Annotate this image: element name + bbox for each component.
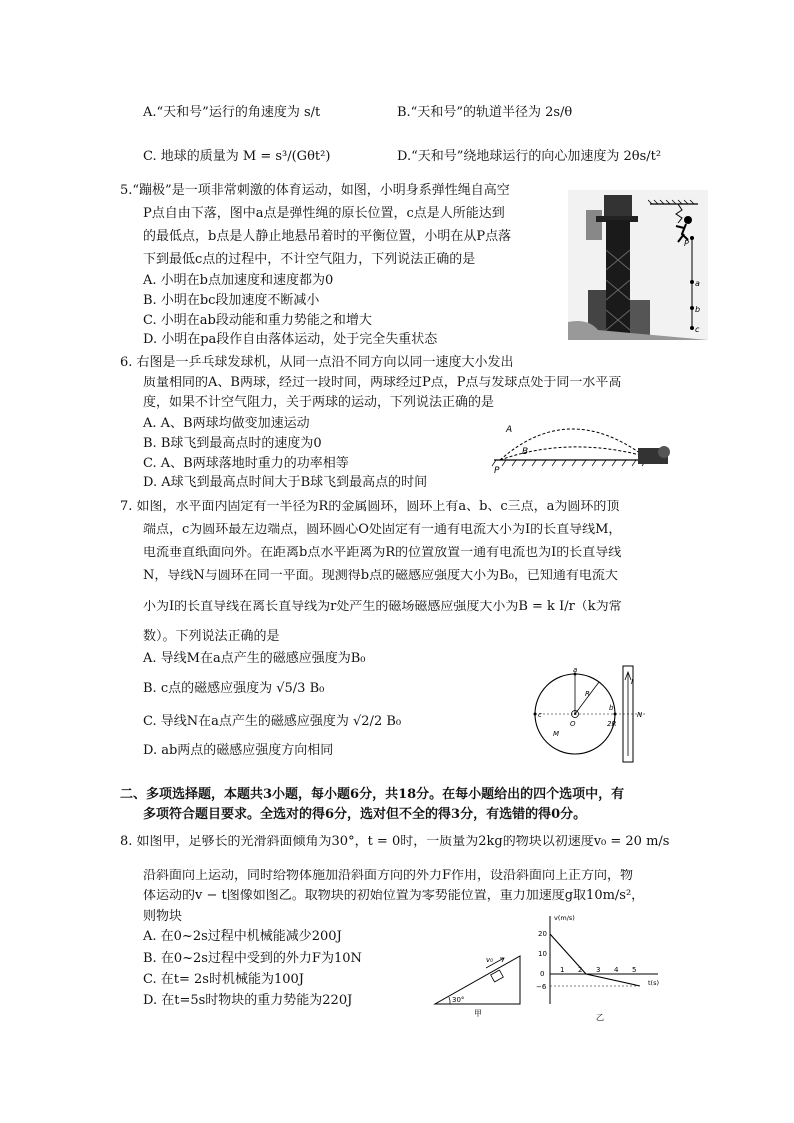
q5-bungee-diagram <box>648 198 718 338</box>
q7-label-n: N <box>637 711 643 719</box>
q5-stem-line-3: 的最低点，b点是人静止地悬吊着时的平衡位置，小明在从P点落 <box>143 229 512 244</box>
q5-stem-line-1: 5.“蹦极”是一项非常刺激的体育运动，如图，小明身系弹性绳自高空 <box>120 183 510 198</box>
q4-option-c: C. 地球的质量为 M = s³/(Gθt²) <box>143 149 331 164</box>
q6-option-d: D. A球飞到最高点时间大于B球飞到最高点的时间 <box>143 475 428 490</box>
chart-ylabel: v(m/s) <box>554 914 575 922</box>
q5-label-c: c <box>695 325 700 334</box>
q8-caption-yi: 乙 <box>596 1013 604 1022</box>
chart-series-line <box>550 934 640 986</box>
chart-xtick-1: 1 <box>560 966 565 974</box>
chart-xlabel: t(s) <box>648 979 660 987</box>
q7-label-2r: 2R <box>607 720 617 728</box>
q6-label-p: P <box>494 466 500 476</box>
q8-option-d: D. 在t=5s时物块的重力势能为220J <box>143 993 353 1008</box>
q7-option-a: A. 导线M在a点产生的磁感应强度为B₀ <box>143 651 366 666</box>
section2-heading-line-2: 多项符合题目要求。全选对的得6分，选对但不全的得3分，有选错的得0分。 <box>143 807 587 822</box>
q8-stem-line-1: 8. 如图甲，足够长的光滑斜面倾角为30°，t = 0时，一质量为2kg的物块以初速度v₀ = 20 m/s <box>120 835 670 848</box>
q6-stem-line-3: 度，如果不计空气阻力，关于两球的运动，下列说法正确的是 <box>143 395 495 410</box>
q7-label-i: I <box>631 678 634 686</box>
q8-option-a: A. 在0~2s过程中机械能减少200J <box>143 929 342 944</box>
chart-ytick-20: 20 <box>538 930 547 938</box>
q6-option-c: C. A、B两球落地时重力的功率相等 <box>143 456 349 471</box>
q4-option-a: A.“天和号”运行的角速度为 s/t <box>143 105 321 120</box>
q5-label-p: P <box>684 239 689 248</box>
q7-stem-line-2: 端点，c为圆环最左边端点，圆环圆心O处固定有一通有电流大小为I的长直导线M， <box>143 523 622 536</box>
q8-option-c: C. 在t= 2s时机械能为100J <box>143 972 304 987</box>
q8-vt-chart <box>530 912 680 1022</box>
chart-ytick-neg6: −6 <box>536 983 547 991</box>
q5-label-a: a <box>695 279 700 288</box>
chart-xtick-3: 3 <box>596 966 601 974</box>
q5-stem-line-2: P点自由下落，图中a点是弹性绳的原长位置，c点是人所能达到 <box>143 206 505 221</box>
q7-label-o: O <box>570 720 576 728</box>
q6-option-a: A. A、B两球均做变加速运动 <box>143 416 310 431</box>
q7-stem-line-1: 7. 如图，水平面内固定有一半径为R的金属圆环，圆环上有a、b、c三点，a为圆环的顶 <box>120 500 620 513</box>
q8-stem-line-4: 则物块 <box>143 909 183 924</box>
q4-option-d: D.“天和号”绕地球运行的向心加速度为 2θs/t² <box>397 149 662 164</box>
q5-option-d: D. 小明在pa段作自由落体运动，处于完全失重状态 <box>143 332 438 347</box>
q5-option-c: C. 小明在ab段动能和重力势能之和增大 <box>143 313 372 328</box>
q7-stem-line-5: 小为I的长直导线在离长直导线为r处产生的磁场磁感应强度大小为B = k I/r（k为常 <box>143 600 622 613</box>
q5-stem-line-4: 下到最低c点的过程中，不计空气阻力，下列说法正确的是 <box>143 252 476 267</box>
q7-ring-diagram <box>525 664 655 764</box>
chart-ytick-0: 0 <box>540 970 545 978</box>
chart-xtick-5: 5 <box>632 966 637 974</box>
q8-angle-label: 30° <box>452 996 465 1004</box>
q7-option-c: C. 导线N在a点产生的磁感应强度为 √2/2 B₀ <box>143 714 402 729</box>
q8-incline-figure <box>430 940 530 1018</box>
q6-stem-line-2: 质量相同的A、B两球，经过一段时间，两球经过P点，P点与发球点处于同一水平高 <box>143 376 622 389</box>
chart-ytick-10: 10 <box>538 950 547 958</box>
q8-caption-jia: 甲 <box>474 1009 482 1018</box>
q6-option-b: B. B球飞到最高点时的速度为0 <box>143 436 322 451</box>
q7-stem-line-3: 电流垂直纸面向外。在距离b点水平距离为R的位置放置一通有电流也为I的长直导线 <box>143 546 622 559</box>
q7-stem-line-6: 数）。下列说法正确的是 <box>143 629 280 644</box>
chart-xtick-2: 2 <box>578 966 583 974</box>
q5-option-b: B. 小明在bc段加速度不断减小 <box>143 293 320 308</box>
q8-stem-line-2: 沿斜面向上运动，同时给物体施加沿斜面方向的外力F作用，设沿斜面向上正方向，物 <box>143 869 634 882</box>
q6-label-b: B <box>522 447 529 457</box>
q5-label-b: b <box>695 305 701 314</box>
q8-v0-label: v₀ <box>486 956 493 964</box>
q6-label-a: A <box>506 425 513 435</box>
q5-option-a: A. 小明在b点加速度和速度都为0 <box>143 273 334 288</box>
q7-option-d: D. ab两点的磁感应强度方向相同 <box>143 743 334 758</box>
q4-option-b: B.“天和号”的轨道半径为 2s/θ <box>397 105 573 120</box>
q8-stem-line-3: 体运动的v − t图像如图乙。取物块的初始位置为零势能位置，重力加速度g取10m/s²， <box>143 889 645 902</box>
section2-heading-line-1: 二、多项选择题，本题共3小题，每小题6分，共18分。在每小题给出的四个选项中，有 <box>120 787 625 802</box>
q7-label-m: M <box>553 730 560 738</box>
q7-label-c: c <box>538 711 542 719</box>
q6-trajectory-diagram <box>488 418 678 478</box>
q6-stem-line-1: 6. 右图是一乒乓球发球机，从同一点沿不同方向以同一速度大小发出 <box>120 355 514 370</box>
q7-label-r: R <box>585 690 590 698</box>
q7-option-b: B. c点的磁感应强度为 √5/3 B₀ <box>143 681 325 696</box>
q8-option-b: B. 在0~2s过程中受到的外力F为10N <box>143 951 362 966</box>
q7-label-a: a <box>573 666 578 674</box>
chart-xtick-4: 4 <box>614 966 619 974</box>
q7-label-b: b <box>609 704 614 712</box>
q7-stem-line-4: N，导线N与圆环在同一平面。现测得b点的磁感应强度大小为B₀，已知通有电流大 <box>143 569 618 582</box>
